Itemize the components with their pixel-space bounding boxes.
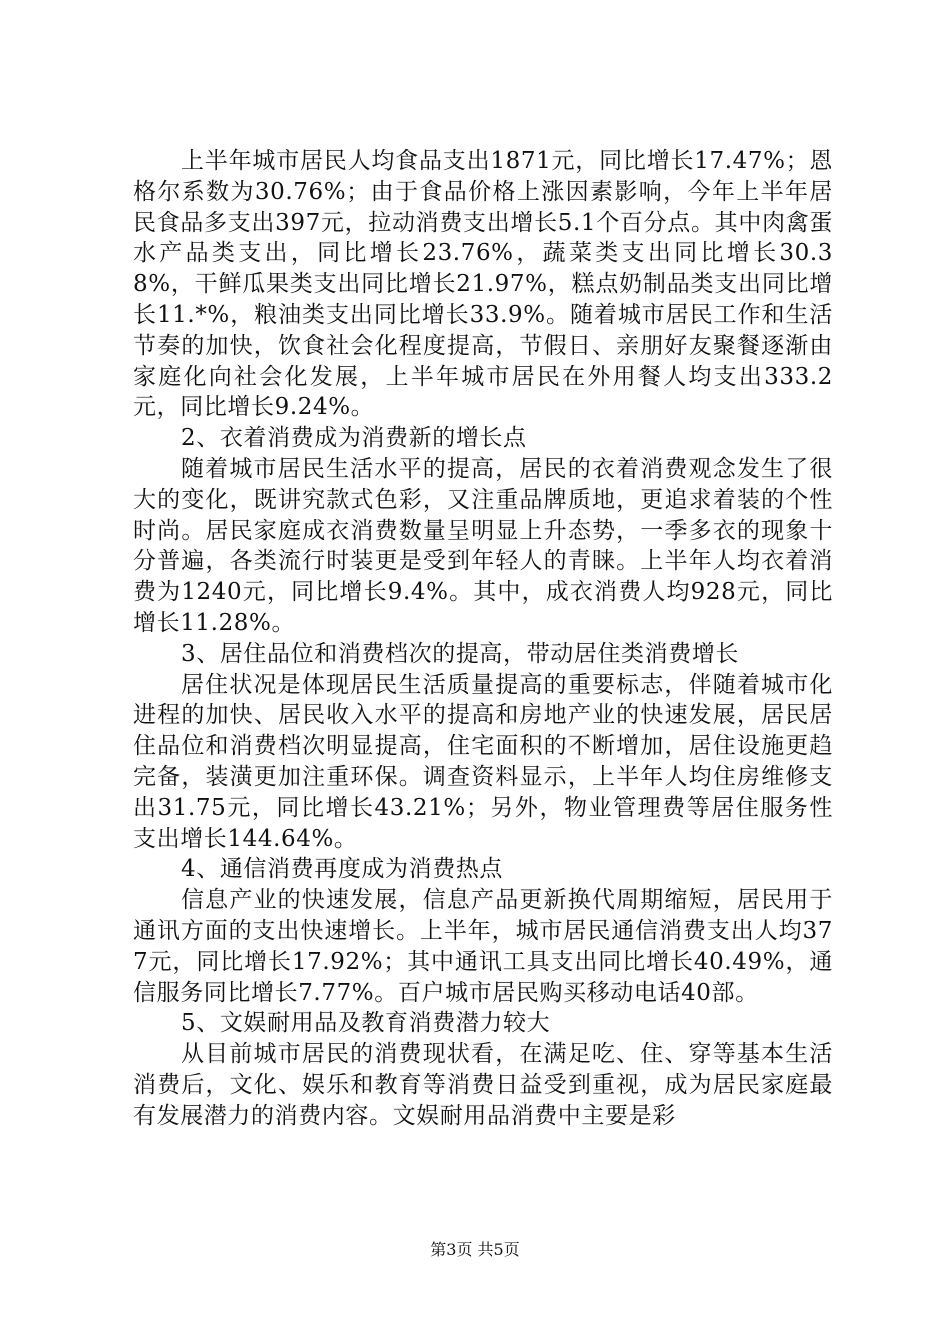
paragraph-clothing-expenditure: 随着城市居民生活水平的提高，居民的衣着消费观念发生了很大的变化，既讲究款式色彩，又注重品牌质地，更追求着装的个性时尚。居民家庭成衣消费数量呈明显上升态势，一季多衣的现象十分普遍，各类流行时装更是受到年轻人的青睐。上半年人均衣着消费为1240元，同比增长9.4%。其中，成衣消费人均928元，同比增长11.28%。 <box>133 455 833 636</box>
section-heading-communication: 4、通信消费再度成为消费热点 <box>181 856 504 883</box>
page-number-footer: 第3页 共5页 <box>430 1240 520 1259</box>
paragraph-housing-expenditure: 居住状况是体现居民生活质量提高的重要标志，伴随着城市化进程的加快、居民收入水平的提高和房地产业的快速发展，居民居住品位和消费档次明显提高，住宅面积的不断增加，居住设施更趋完备，装潢更加注重环保。调查资料显示，上半年人均住房维修支出31.75元，同比增长43.21%；另外，物业管理费等居住服务性支出增长144.64%。 <box>133 671 833 852</box>
paragraph-entertainment-expenditure: 从目前城市居民的消费现状看，在满足吃、住、穿等基本生活消费后，文化、娱乐和教育等消费日益受到重视，成为居民家庭最有发展潜力的消费内容。文娱耐用品消费中主要是彩 <box>133 1041 833 1129</box>
section-heading-housing: 3、居住品位和消费档次的提高，带动居住类消费增长 <box>181 640 740 667</box>
paragraph-food-expenditure: 上半年城市居民人均食品支出1871元，同比增长17.47%；恩格尔系数为30.76%；由于食品价格上涨因素影响，今年上半年居民食品多支出397元，拉动消费支出增长5.1个百分点。其中肉禽蛋水产品类支出，同比增长23.76%，蔬菜类支出同比增长30.38%，干鲜瓜果类支出同比增长21.97%，糕点奶制品类支出同比增长11.*%，粮油类支出同比增长33.9%。随着城市居民工作和生活节奏的加快，饮食社会化程度提高，节假日、亲朋好友聚餐逐渐由家庭化向社会化发展，上半年城市居民在外用餐人均支出333.2元，同比增长9.24%。 <box>133 148 833 421</box>
section-heading-entertainment: 5、文娱耐用品及教育消费潜力较大 <box>181 1010 551 1037</box>
paragraph-communication-expenditure: 信息产业的快速发展，信息产品更新换代周期缩短，居民用于通讯方面的支出快速增长。上半年，城市居民通信消费支出人均377元，同比增长17.92%；其中通讯工具支出同比增长40.49%，通信服务同比增长7.77%。百户城市居民购买移动电话40部。 <box>133 887 833 1006</box>
section-heading-clothing: 2、衣着消费成为消费新的增长点 <box>181 425 527 452</box>
document-body <box>133 146 833 1132</box>
